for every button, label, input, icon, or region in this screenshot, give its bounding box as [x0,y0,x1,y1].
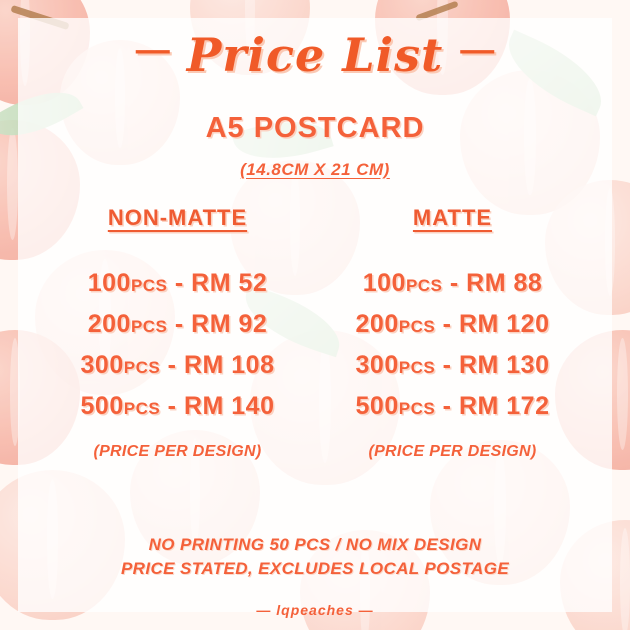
separator: - [449,269,459,297]
product-dimensions: (14.8CM X 21 CM) [240,160,390,179]
price: RM 108 [183,351,275,379]
price: RM 92 [191,310,268,338]
price-row [315,392,590,421]
footer-line-1: NO PRINTING 50 PCS / NO MIX DESIGN [148,534,482,554]
separator: - [174,269,184,297]
quantity-unit: PCS [398,317,436,336]
quantity-unit: PCS [405,276,443,295]
brand-handle [0,602,630,618]
price-columns [40,205,590,461]
price: RM 140 [183,392,275,420]
quantity: 100 [362,269,406,297]
title-text: Price List [186,28,444,82]
separator: - [442,351,452,379]
handle-dash-left: — [256,602,272,618]
quantity-unit: PCS [130,317,168,336]
price: RM 88 [466,269,543,297]
separator: - [174,310,184,338]
title-dash-right: — [460,31,495,69]
separator: - [442,310,452,338]
quantity: 200 [87,310,131,338]
quantity-unit: PCS [398,358,436,377]
handle-text: lqpeaches [276,602,354,618]
price-row [315,310,590,339]
quantity: 500 [355,392,399,420]
column-note: (PRICE PER DESIGN) [368,443,537,460]
page-title [0,28,630,82]
price: RM 120 [458,310,550,338]
price-row [40,269,315,298]
price-column-matte [315,205,590,461]
quantity: 500 [80,392,124,420]
quantity-unit: PCS [398,399,436,418]
price-row [40,351,315,380]
product-name: A5 POSTCARD [205,112,425,144]
separator: - [167,351,177,379]
price-row [315,351,590,380]
separator: - [167,392,177,420]
handle-dash-right: — [358,602,374,618]
column-note: (PRICE PER DESIGN) [93,443,262,460]
quantity-unit: PCS [123,358,161,377]
price: RM 52 [191,269,268,297]
quantity-unit: PCS [130,276,168,295]
footer-line-2: PRICE STATED, EXCLUDES LOCAL POSTAGE [120,559,510,579]
footer-terms [0,533,630,582]
price: RM 172 [458,392,550,420]
quantity: 200 [355,310,399,338]
title-dash-left: — [135,31,170,69]
price-row [315,269,590,298]
quantity: 300 [80,351,124,379]
price-column-non-matte [40,205,315,461]
column-heading: NON-MATTE [107,205,248,230]
quantity: 100 [87,269,131,297]
column-heading: MATTE [412,205,493,230]
quantity: 300 [355,351,399,379]
separator: - [442,392,452,420]
price-row [40,310,315,339]
price: RM 130 [458,351,550,379]
quantity-unit: PCS [123,399,161,418]
price-row [40,392,315,421]
